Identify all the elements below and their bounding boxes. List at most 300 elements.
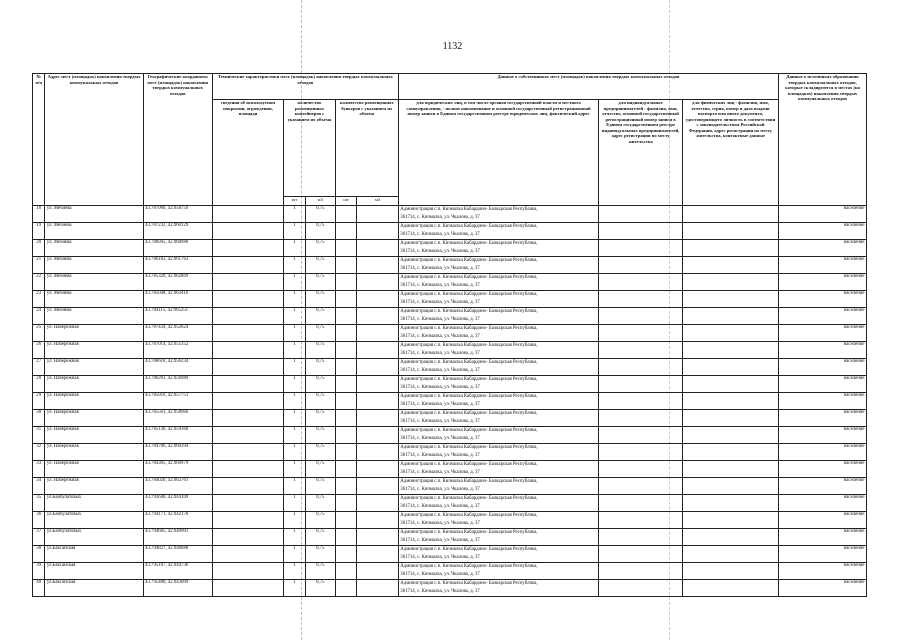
row-source-category: население — [779, 325, 867, 342]
row-number: 33 — [33, 461, 45, 478]
table-row — [33, 342, 867, 359]
row-source-category: население — [779, 478, 867, 495]
row-bunker-count — [335, 240, 357, 257]
row-bunker-count — [335, 427, 357, 444]
row-source-category: население — [779, 206, 867, 223]
row-bunker-volume — [357, 410, 398, 427]
row-street: ул. Набережная — [45, 376, 143, 393]
row-individual — [682, 308, 778, 325]
row-source-category: население — [779, 359, 867, 376]
row-bunker-count — [335, 359, 357, 376]
table-row — [33, 427, 867, 444]
row-bunker-count — [335, 342, 357, 359]
table-row — [33, 308, 867, 325]
row-number: 27 — [33, 359, 45, 376]
row-entrepreneur — [599, 325, 683, 342]
row-container-volume: 0,75 — [305, 393, 335, 410]
row-container-count: 1 — [284, 325, 306, 342]
row-coverage — [212, 495, 283, 512]
row-individual — [682, 529, 778, 546]
row-coordinates: 43.785320, 42.962869 — [143, 274, 212, 291]
row-coordinates: 43.787014, 42.955152 — [143, 342, 212, 359]
row-source-category: население — [779, 546, 867, 563]
row-owner-line1: Администрация с.п. Кичмалка Кабардино- Балкарская Республика, — [400, 513, 538, 518]
table-row — [33, 580, 867, 597]
row-individual — [682, 563, 778, 580]
row-individual — [682, 240, 778, 257]
row-entrepreneur — [599, 393, 683, 410]
row-bunker-count — [335, 444, 357, 461]
row-owner — [398, 444, 598, 461]
row-individual — [682, 512, 778, 529]
row-street: ул. Мечиева — [45, 206, 143, 223]
row-entrepreneur — [599, 223, 683, 240]
row-container-count: 1 — [284, 206, 306, 223]
row-street: ул.Байбулатовых — [45, 512, 143, 529]
row-individual — [682, 427, 778, 444]
row-coverage — [212, 461, 283, 478]
row-individual — [682, 478, 778, 495]
row-container-volume: 0,75 — [305, 223, 335, 240]
row-owner — [398, 257, 598, 274]
header-address: Адрес мест (площадок) накопления твердых коммунальных отходов — [45, 74, 143, 206]
header-coverage: сведения об используемом покрытии, ограждении, площади — [212, 100, 283, 206]
row-coordinates: 43.787232, 42.960129 — [143, 223, 212, 240]
row-coverage — [212, 580, 283, 597]
row-number: 39 — [33, 563, 45, 580]
row-bunker-count — [335, 478, 357, 495]
row-owner — [398, 546, 598, 563]
row-owner — [398, 376, 598, 393]
row-owner-line2: 361714, с. Кичмалка, ул. Чкалова, д. 37 — [400, 350, 480, 356]
row-street: ул. Набережная — [45, 444, 143, 461]
row-entrepreneur — [599, 546, 683, 563]
row-individual — [682, 325, 778, 342]
row-bunker-count — [335, 274, 357, 291]
row-street: ул. Мечиева — [45, 257, 143, 274]
row-bunker-count — [335, 291, 357, 308]
row-owner-line2: 361714, с. Кичмалка, ул. Чкалова, д. 37 — [400, 384, 480, 390]
table-row — [33, 461, 867, 478]
row-container-count: 1 — [284, 240, 306, 257]
row-individual — [682, 274, 778, 291]
header-legal-entities: для юридических лиц, в том числе органов государственной власти и местного самоуправления, - полное наименование и основной государственный регистрационный номер записи в Едином государственном реестре юридических лиц, фактический адрес — [398, 100, 598, 206]
row-bunker-count — [335, 495, 357, 512]
row-street: ул.Байбулатовых — [45, 495, 143, 512]
row-container-count: 1 — [284, 376, 306, 393]
row-owner-line1: Администрация с.п. Кичмалка Кабардино- Балкарская Республика, — [400, 530, 538, 535]
table-row — [33, 240, 867, 257]
row-street: ул. Набережная — [45, 410, 143, 427]
row-owner — [398, 427, 598, 444]
row-container-count: 1 — [284, 563, 306, 580]
row-bunker-count — [335, 257, 357, 274]
row-individual — [682, 495, 778, 512]
row-entrepreneur — [599, 580, 683, 597]
row-owner — [398, 512, 598, 529]
row-container-volume: 0,75 — [305, 376, 335, 393]
row-container-volume: 0,75 — [305, 240, 335, 257]
row-owner-line2: 361714, с. Кичмалка, ул. Чкалова, д. 37 — [400, 333, 480, 339]
header-owners: Данные о собственниках мест (площадок) накопления твердых коммунальных отходов — [398, 74, 778, 100]
header-entrepreneurs: для индивидуальных предпринимателей - фамилия, имя, отчество, основной государственный регистрационный номер записи в Едином государственном реестре индивидуальных предпринимателей, адрес регистрации по месту жительства — [599, 100, 683, 206]
row-individual — [682, 444, 778, 461]
row-owner — [398, 478, 598, 495]
row-source-category: население — [779, 461, 867, 478]
row-owner-line2: 361714, с. Кичмалка, ул. Чкалова, д. 37 — [400, 469, 480, 475]
row-bunker-volume — [357, 512, 398, 529]
row-source-category: население — [779, 393, 867, 410]
row-source-category: население — [779, 342, 867, 359]
row-owner-line1: Администрация с.п. Кичмалка Кабардино- Балкарская Республика, — [400, 241, 538, 246]
row-owner-line1: Администрация с.п. Кичмалка Кабардино- Балкарская Республика, — [400, 275, 538, 280]
row-bunker-count — [335, 580, 357, 597]
row-bunker-count — [335, 223, 357, 240]
row-coverage — [212, 342, 283, 359]
row-container-count: 1 — [284, 427, 306, 444]
row-bunker-volume — [357, 342, 398, 359]
row-container-volume: 0,75 — [305, 291, 335, 308]
table-row — [33, 223, 867, 240]
row-owner — [398, 359, 598, 376]
row-bunker-count — [335, 461, 357, 478]
row-coordinates: 43.784020, 42.962761 — [143, 478, 212, 495]
row-individual — [682, 342, 778, 359]
row-coordinates: 43.785048, 42.963416 — [143, 291, 212, 308]
row-coordinates: 43.795107, 42.944736 — [143, 563, 212, 580]
row-owner — [398, 240, 598, 257]
row-container-count: 1 — [284, 495, 306, 512]
row-bunker-volume — [357, 223, 398, 240]
row-container-count: 1 — [284, 274, 306, 291]
row-container-volume: 0,75 — [305, 206, 335, 223]
row-coverage — [212, 257, 283, 274]
row-container-count: 1 — [284, 580, 306, 597]
row-source-category: население — [779, 240, 867, 257]
row-bunker-count — [335, 410, 357, 427]
row-number: 20 — [33, 240, 45, 257]
row-container-count: 1 — [284, 359, 306, 376]
row-street: ул.Баксанская — [45, 546, 143, 563]
row-number: 24 — [33, 308, 45, 325]
row-container-volume: 0,75 — [305, 359, 335, 376]
row-individual — [682, 359, 778, 376]
row-coordinates: 43.786945, 42.960980 — [143, 240, 212, 257]
row-source-category: население — [779, 529, 867, 546]
row-owner-line1: Администрация с.п. Кичмалка Кабардино- Балкарская Республика, — [400, 564, 538, 569]
row-owner — [398, 308, 598, 325]
row-coordinates: 43.793640, 42.944109 — [143, 495, 212, 512]
row-entrepreneur — [599, 359, 683, 376]
row-source-category: население — [779, 308, 867, 325]
table-row — [33, 529, 867, 546]
row-street: ул. Набережная — [45, 325, 143, 342]
table-row — [33, 257, 867, 274]
header-waste-sources: Данные о источниках образования твердых коммунальных отходов, которые складируются в местах (на площадках) накопления твердых коммунальных отходов — [779, 74, 867, 206]
row-street: ул. Мечиева — [45, 308, 143, 325]
header-num: № п/п — [33, 74, 45, 206]
row-owner-line1: Администрация с.п. Кичмалка Кабардино- Балкарская Республика, — [400, 207, 538, 212]
row-owner — [398, 410, 598, 427]
row-entrepreneur — [599, 206, 683, 223]
row-container-volume: 0,75 — [305, 342, 335, 359]
row-container-count: 1 — [284, 478, 306, 495]
row-street: ул. Набережная — [45, 359, 143, 376]
row-individual — [682, 376, 778, 393]
row-entrepreneur — [599, 291, 683, 308]
row-bunker-count — [335, 393, 357, 410]
row-entrepreneur — [599, 274, 683, 291]
row-owner-line2: 361714, с. Кичмалка, ул. Чкалова, д. 37 — [400, 452, 480, 458]
row-street: ул.Байбулатовых — [45, 529, 143, 546]
row-owner-line1: Администрация с.п. Кичмалка Кабардино- Балкарская Республика, — [400, 411, 538, 416]
row-container-volume: 0,75 — [305, 495, 335, 512]
row-coverage — [212, 563, 283, 580]
row-owner-line2: 361714, с. Кичмалка, ул. Чкалова, д. 37 — [400, 316, 480, 322]
row-bunker-count — [335, 376, 357, 393]
row-bunker-volume — [357, 427, 398, 444]
row-coverage — [212, 359, 283, 376]
row-coverage — [212, 291, 283, 308]
row-number: 19 — [33, 223, 45, 240]
row-owner-line2: 361714, с. Кичмалка, ул. Чкалова, д. 37 — [400, 520, 480, 526]
row-entrepreneur — [599, 240, 683, 257]
row-entrepreneur — [599, 342, 683, 359]
table-row — [33, 546, 867, 563]
row-owner-line1: Администрация с.п. Кичмалка Кабардино- Балкарская Республика, — [400, 479, 538, 484]
row-coverage — [212, 308, 283, 325]
row-owner — [398, 342, 598, 359]
row-coverage — [212, 410, 283, 427]
row-owner-line2: 361714, с. Кичмалка, ул. Чкалова, д. 37 — [400, 503, 480, 509]
row-coordinates: 43.794685, 42.940901 — [143, 529, 212, 546]
row-entrepreneur — [599, 444, 683, 461]
row-container-volume: 0,75 — [305, 444, 335, 461]
row-individual — [682, 393, 778, 410]
row-bunker-volume — [357, 580, 398, 597]
row-number: 28 — [33, 376, 45, 393]
row-number: 29 — [33, 393, 45, 410]
row-coverage — [212, 393, 283, 410]
row-bunker-count — [335, 529, 357, 546]
row-owner-line1: Администрация с.п. Кичмалка Кабардино- Балкарская Республика, — [400, 581, 538, 586]
row-owner-line1: Администрация с.п. Кичмалка Кабардино- Балкарская Республика, — [400, 309, 538, 314]
row-owner-line2: 361714, с. Кичмалка, ул. Чкалова, д. 37 — [400, 486, 480, 492]
row-bunker-volume — [357, 529, 398, 546]
row-coordinates: 43.794827, 42.946088 — [143, 546, 212, 563]
row-owner-line1: Администрация с.п. Кичмалка Кабардино- Балкарская Республика, — [400, 394, 538, 399]
row-entrepreneur — [599, 410, 683, 427]
row-bunker-count — [335, 325, 357, 342]
row-container-volume: 0,75 — [305, 461, 335, 478]
row-street: ул. Набережная — [45, 461, 143, 478]
row-street: ул. Мечиева — [45, 274, 143, 291]
row-entrepreneur — [599, 478, 683, 495]
row-container-volume: 0,75 — [305, 410, 335, 427]
row-street: ул. Мечиева — [45, 291, 143, 308]
row-number: 30 — [33, 410, 45, 427]
header-geo-coordinates: Географические координаты мест (площадок) накопления твердых коммунальных отходов — [143, 74, 212, 206]
row-container-count: 1 — [284, 223, 306, 240]
row-coordinates: 43.785910, 42.957751 — [143, 393, 212, 410]
row-bunker-volume — [357, 274, 398, 291]
row-owner-line1: Администрация с.п. Кичмалка Кабардино- Балкарская Республика, — [400, 462, 538, 467]
row-coordinates: 43.784305, 42.960979 — [143, 461, 212, 478]
row-bunker-volume — [357, 495, 398, 512]
row-source-category: население — [779, 427, 867, 444]
row-owner-line1: Администрация с.п. Кичмалка Кабардино- Балкарская Республика, — [400, 258, 538, 263]
row-source-category: население — [779, 563, 867, 580]
row-number: 31 — [33, 427, 45, 444]
row-number: 21 — [33, 257, 45, 274]
row-bunker-volume — [357, 563, 398, 580]
table-row — [33, 325, 867, 342]
row-number: 36 — [33, 512, 45, 529]
row-owner-line2: 361714, с. Кичмалка, ул. Чкалова, д. 37 — [400, 401, 480, 407]
row-coverage — [212, 206, 283, 223]
row-bunker-volume — [357, 546, 398, 563]
row-street: ул.Баксанская — [45, 563, 143, 580]
row-coordinates: 43.786182, 42.961763 — [143, 257, 212, 274]
row-container-count: 1 — [284, 342, 306, 359]
row-individual — [682, 206, 778, 223]
row-coordinates: 43.787900, 42.958759 — [143, 206, 212, 223]
row-coordinates: 43.785561, 42.958966 — [143, 410, 212, 427]
row-bunker-volume — [357, 461, 398, 478]
row-owner-line2: 361714, с. Кичмалка, ул. Чкалова, д. 37 — [400, 248, 480, 254]
row-bunker-volume — [357, 444, 398, 461]
row-entrepreneur — [599, 427, 683, 444]
row-number: 40 — [33, 580, 45, 597]
row-individual — [682, 580, 778, 597]
row-street: ул. Набережная — [45, 478, 143, 495]
row-street: ул. Мечиева — [45, 240, 143, 257]
row-coordinates: 43.785130, 42.959360 — [143, 427, 212, 444]
table-body — [33, 206, 867, 597]
row-coverage — [212, 325, 283, 342]
row-owner-line2: 361714, с. Кичмалка, ул. Чкалова, д. 37 — [400, 588, 480, 594]
row-container-volume: 0,75 — [305, 580, 335, 597]
row-owner — [398, 393, 598, 410]
row-number: 32 — [33, 444, 45, 461]
row-container-count: 1 — [284, 461, 306, 478]
row-entrepreneur — [599, 563, 683, 580]
table-row — [33, 291, 867, 308]
row-street: ул. Мечиева — [45, 223, 143, 240]
row-coordinates: 43.784706, 42.960394 — [143, 444, 212, 461]
row-owner-line2: 361714, с. Кичмалка, ул. Чкалова, д. 37 — [400, 435, 480, 441]
row-owner-line2: 361714, с. Кичмалка, ул. Чкалова, д. 37 — [400, 265, 480, 271]
row-individual — [682, 223, 778, 240]
row-owner — [398, 223, 598, 240]
row-source-category: население — [779, 580, 867, 597]
row-container-count: 1 — [284, 308, 306, 325]
row-coordinates: 43.794171, 42.942178 — [143, 512, 212, 529]
row-bunker-volume — [357, 291, 398, 308]
table-row — [33, 563, 867, 580]
row-source-category: население — [779, 444, 867, 461]
row-container-volume: 0,75 — [305, 308, 335, 325]
row-individual — [682, 410, 778, 427]
row-entrepreneur — [599, 529, 683, 546]
row-coverage — [212, 512, 283, 529]
unit-container-count: шт — [284, 197, 306, 206]
row-bunker-volume — [357, 257, 398, 274]
row-container-volume: 0,75 — [305, 427, 335, 444]
row-container-volume: 0,75 — [305, 529, 335, 546]
table-row — [33, 274, 867, 291]
row-owner-line1: Администрация с.п. Кичмалка Кабардино- Балкарская Республика, — [400, 547, 538, 552]
row-owner — [398, 563, 598, 580]
row-container-volume: 0,75 — [305, 512, 335, 529]
row-container-volume: 0,75 — [305, 546, 335, 563]
row-bunker-volume — [357, 478, 398, 495]
table-row — [33, 478, 867, 495]
row-number: 37 — [33, 529, 45, 546]
row-bunker-count — [335, 512, 357, 529]
row-container-count: 1 — [284, 410, 306, 427]
row-owner-line2: 361714, с. Кичмалка, ул. Чкалова, д. 37 — [400, 231, 480, 237]
table-row — [33, 495, 867, 512]
row-owner-line1: Администрация с.п. Кичмалка Кабардино- Балкарская Республика, — [400, 360, 538, 365]
row-number: 26 — [33, 342, 45, 359]
row-coordinates: 43.786618, 42.956234 — [143, 359, 212, 376]
row-owner — [398, 291, 598, 308]
row-bunker-count — [335, 546, 357, 563]
row-owner-line2: 361714, с. Кичмалка, ул. Чкалова, д. 37 — [400, 554, 480, 560]
row-container-count: 1 — [284, 291, 306, 308]
row-owner — [398, 274, 598, 291]
row-coverage — [212, 529, 283, 546]
table-row — [33, 376, 867, 393]
row-owner — [398, 580, 598, 597]
row-container-count: 1 — [284, 529, 306, 546]
row-coverage — [212, 240, 283, 257]
row-container-volume: 0,75 — [305, 274, 335, 291]
row-individual — [682, 461, 778, 478]
row-entrepreneur — [599, 461, 683, 478]
waste-sites-table — [32, 73, 867, 597]
row-owner-line2: 361714, с. Кичмалка, ул. Чкалова, д. 37 — [400, 299, 480, 305]
row-owner-line1: Администрация с.п. Кичмалка Кабардино- Балкарская Республика, — [400, 292, 538, 297]
row-bunker-count — [335, 308, 357, 325]
row-street: ул. Набережная — [45, 427, 143, 444]
row-owner-line2: 361714, с. Кичмалка, ул. Чкалова, д. 37 — [400, 214, 480, 220]
row-street: ул.Баксанская — [45, 580, 143, 597]
row-owner-line2: 361714, с. Кичмалка, ул. Чкалова, д. 37 — [400, 418, 480, 424]
row-number: 35 — [33, 495, 45, 512]
row-source-category: население — [779, 410, 867, 427]
row-container-volume: 0,75 — [305, 325, 335, 342]
row-owner-line1: Администрация с.п. Кичмалка Кабардино- Балкарская Республика, — [400, 496, 538, 501]
header-bunkers: количество размещенных бункеров с указанием их объема — [335, 100, 398, 197]
row-source-category: население — [779, 257, 867, 274]
row-entrepreneur — [599, 257, 683, 274]
row-number: 38 — [33, 546, 45, 563]
row-coverage — [212, 546, 283, 563]
row-coverage — [212, 274, 283, 291]
row-owner-line1: Администрация с.п. Кичмалка Кабардино- Балкарская Республика, — [400, 224, 538, 229]
row-coverage — [212, 444, 283, 461]
row-coverage — [212, 427, 283, 444]
header-containers: количество размещенных контейнеров с указанием их объема — [284, 100, 336, 197]
unit-container-volume: м3 — [305, 197, 335, 206]
row-street: ул. Набережная — [45, 393, 143, 410]
row-owner — [398, 325, 598, 342]
row-coverage — [212, 223, 283, 240]
table-row — [33, 359, 867, 376]
row-source-category: население — [779, 274, 867, 291]
